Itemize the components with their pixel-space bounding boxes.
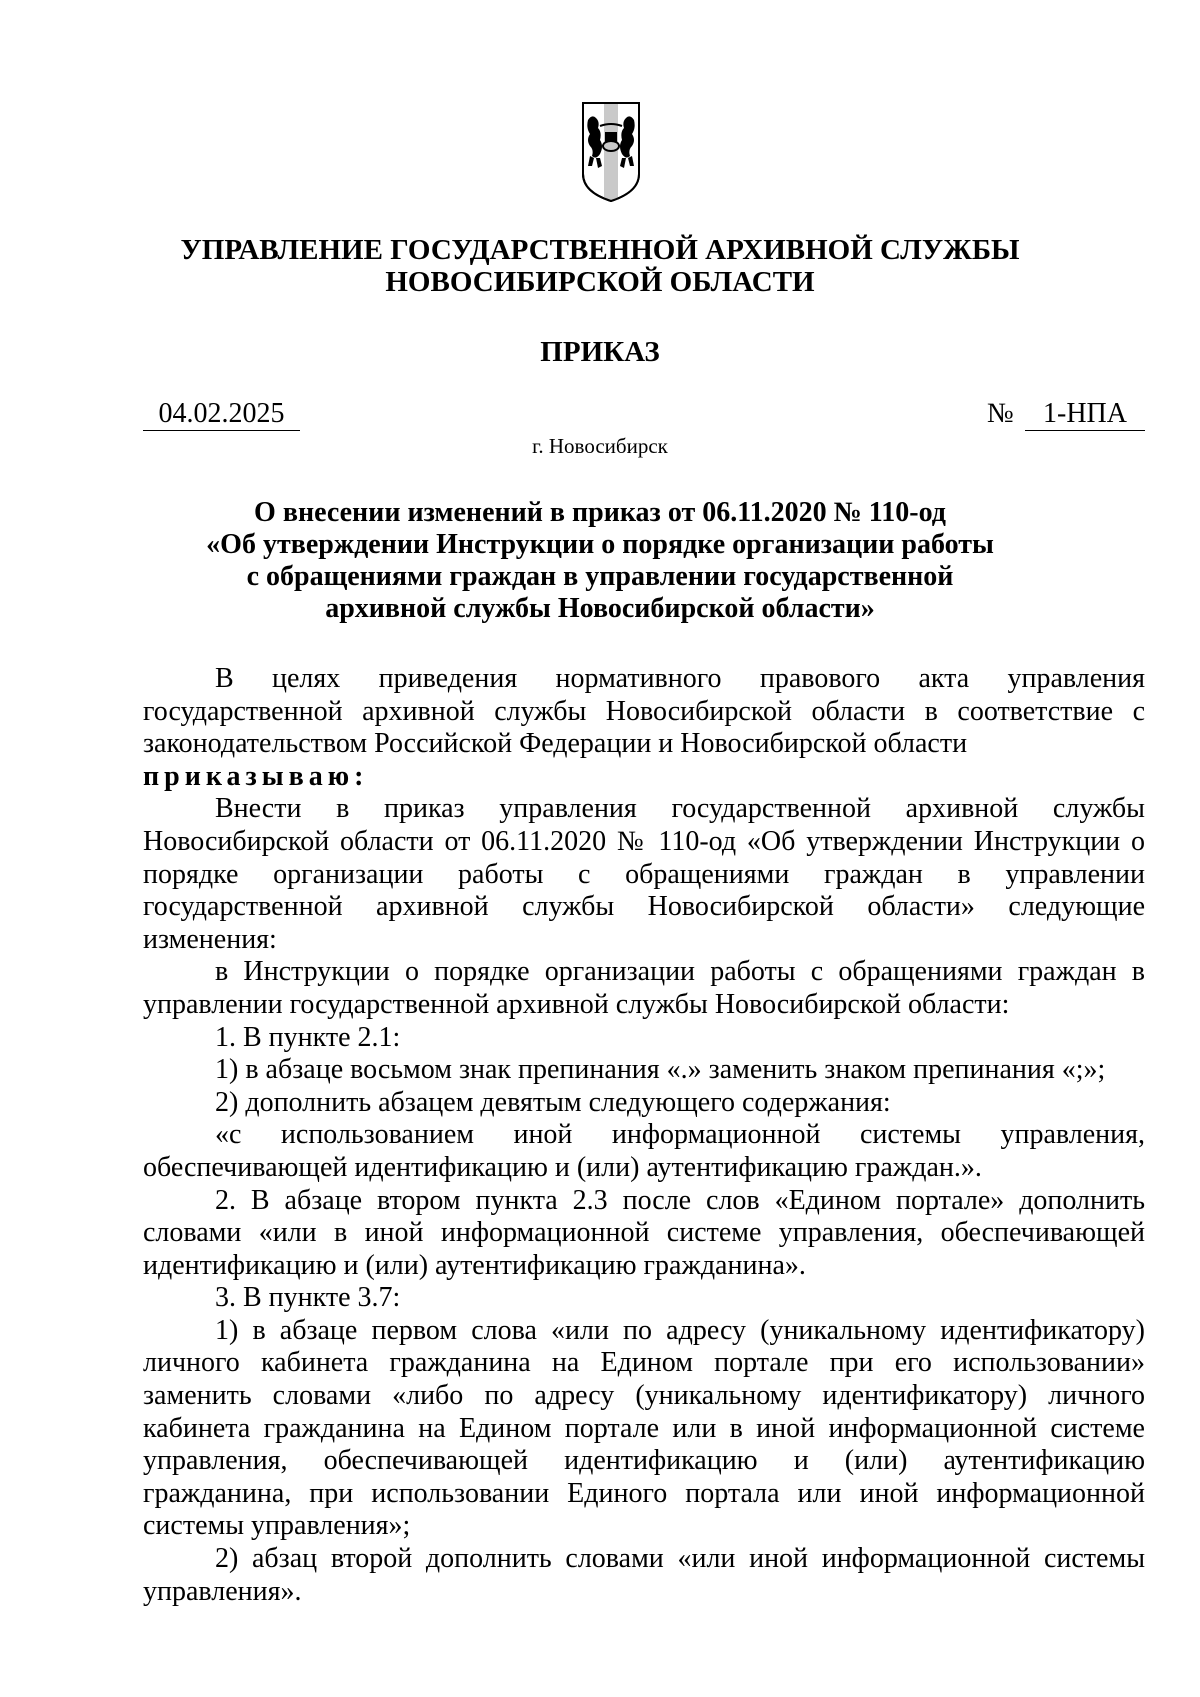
- document-body: [143, 663, 1145, 1608]
- org-line-2: НОВОСИБИРСКОЙ ОБЛАСТИ: [385, 266, 815, 298]
- order-word-paragraph: [143, 761, 1145, 794]
- body-paragraph: 2) дополнить абзацем девятым следующего содержания:: [215, 1086, 891, 1118]
- document-city: г. Новосибирск: [532, 434, 668, 458]
- org-line-1: УПРАВЛЕНИЕ ГОСУДАРСТВЕННОЙ АРХИВНОЙ СЛУЖБЫ: [180, 234, 1020, 266]
- order-word: приказываю:: [143, 760, 369, 792]
- number-sign: №: [987, 398, 1014, 429]
- body-paragraph: 2. В абзаце втором пункта 2.3 после слов «Едином портале» дополнить словами «или в иной информационной системе управления, обеспечивающей идентификацию и (или) аутентификацию гражданина».: [143, 1184, 1145, 1281]
- subject-line: О внесении изменений в приказ от 06.11.2020 № 110-од: [254, 497, 946, 528]
- number-value: 1-НПА: [1025, 398, 1145, 431]
- document-number: [987, 398, 1147, 431]
- body-paragraph: «с использованием иной информационной системы управления, обеспечивающей идентификацию и (или) аутентификацию граждан.».: [143, 1119, 1145, 1183]
- subject-line: архивной службы Новосибирской области»: [325, 593, 875, 624]
- body-paragraph: 3. В пункте 3.7:: [215, 1282, 401, 1314]
- document-date: 04.02.2025: [143, 398, 300, 431]
- document-subject: [0, 497, 1200, 625]
- subject-line: с обращениями граждан в управлении государственной: [246, 561, 954, 592]
- body-paragraph: Внести в приказ управления государственной архивной службы Новосибирской области от 06.11.2020 № 110-од «Об утверждении Инструкции о порядке организации работы с обращениями граждан в управлении государственной архивной службы Новосибирской области» следующие изменения:: [143, 793, 1145, 955]
- body-paragraph: 1. В пункте 2.1:: [215, 1021, 401, 1053]
- body-paragraph: 1) в абзаце первом слова «или по адресу (уникальному идентификатору) личного кабинета гражданина на Едином портале при его использовании» заменить словами «либо по адресу (уникальному идентификатору) личного кабинета гражданина на Едином портале или в иной информационной системе управления, обеспечивающей идентификацию и (или) аутентификацию гражданина, при использовании Единого портала или иной информационной системы управления»;: [143, 1314, 1145, 1542]
- body-paragraph: в Инструкции о порядке организации работы с обращениями граждан в управлении государственной архивной службы Новосибирской области:: [143, 956, 1145, 1020]
- document-type: ПРИКАЗ: [540, 336, 660, 368]
- subject-line: «Об утверждении Инструкции о порядке организации работы: [206, 529, 994, 560]
- body-paragraph: 2) абзац второй дополнить словами «или иной информационной системы управления».: [143, 1543, 1145, 1607]
- preamble-paragraph: В целях приведения нормативного правового акта управления государственной архивной службы Новосибирской области в соответствие с законодательством Российской Федерации и Новосибирской области: [143, 663, 1145, 760]
- body-paragraph: 1) в абзаце восьмом знак препинания «.» заменить знаком препинания «;»;: [215, 1054, 1106, 1086]
- coat-of-arms-icon: [580, 100, 642, 204]
- organization-name: [0, 234, 1200, 298]
